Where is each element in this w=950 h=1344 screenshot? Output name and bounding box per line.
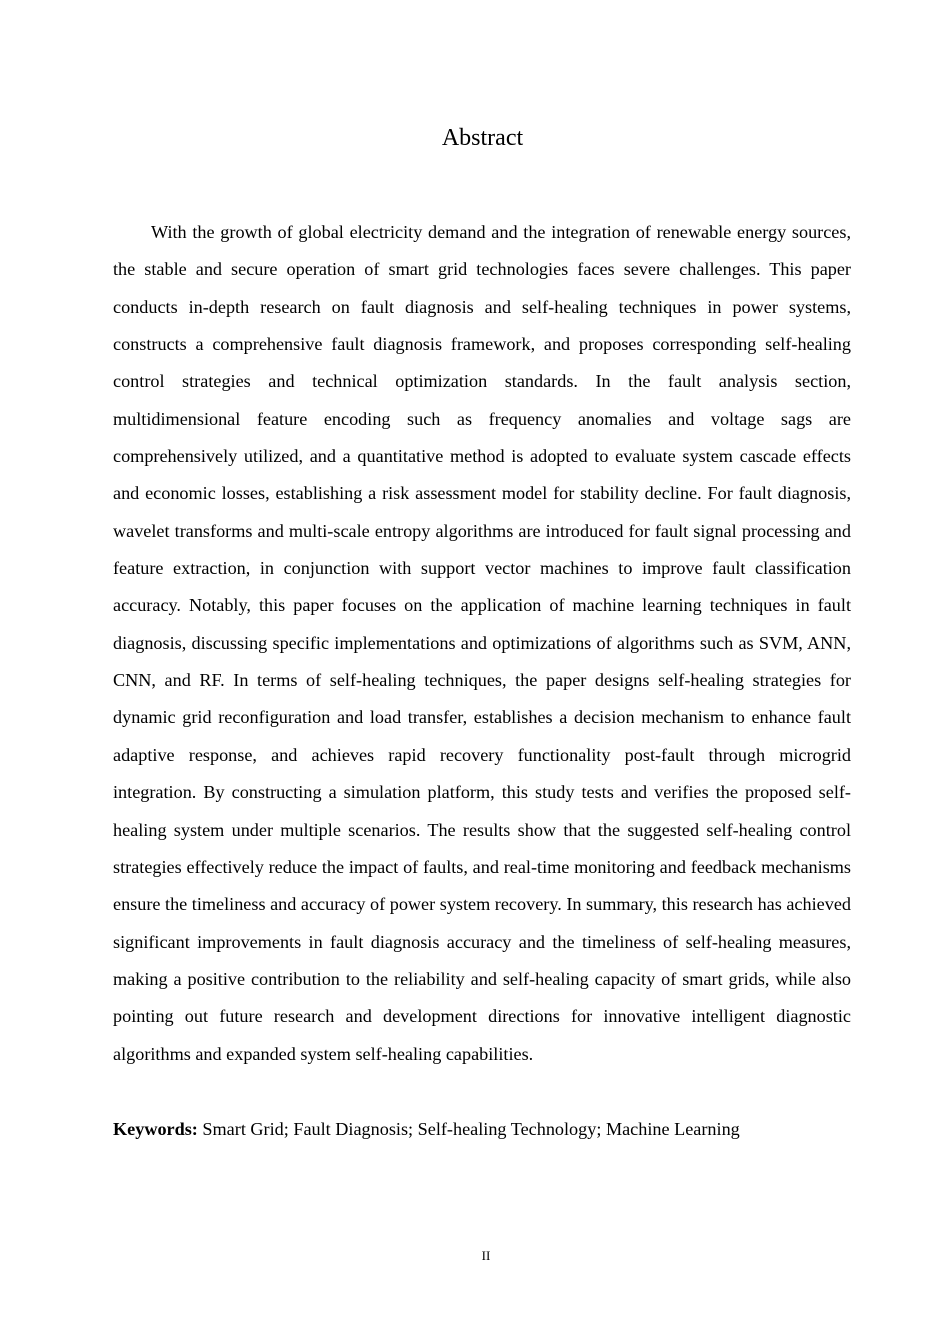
keywords-label: Keywords: — [113, 1119, 198, 1139]
page-number: II — [481, 1248, 491, 1263]
page-title: Abstract — [441, 125, 524, 151]
keywords-line — [113, 1111, 851, 1148]
abstract-body: With the growth of global electricity demand and the integration of renewable energy sources, the stable and secure operation of smart grid technologies faces severe challenges. This paper conducts in-depth research on fault diagnosis and self-healing techniques in power systems, constructs a comprehensive fault diagnosis framework, and proposes corresponding self-healing control strategies and technical optimization standards. In the fault analysis section, multidimensional feature encoding such as frequency anomalies and voltage sags are comprehensively utilized, and a quantitative method is adopted to evaluate system cascade effects and economic losses, establishing a risk assessment model for stability decline. For fault diagnosis, wavelet transforms and multi-scale entropy algorithms are introduced for fault signal processing and feature extraction, in conjunction with support vector machines to improve fault classification accuracy. Notably, this paper focuses on the application of machine learning techniques in fault diagnosis, discussing specific implementations and optimizations of algorithms such as SVM, ANN, CNN, and RF. In terms of self-healing techniques, the paper designs self-healing strategies for dynamic grid reconfiguration and load transfer, establishes a decision mechanism to enhance fault adaptive response, and achieves rapid recovery functionality post-fault through microgrid integration. By constructing a simulation platform, this study tests and verifies the proposed self-healing system under multiple scenarios. The results show that the suggested self-healing control strategies effectively reduce the impact of faults, and real-time monitoring and feedback mechanisms ensure the timeliness and accuracy of power system recovery. In summary, this research has achieved significant improvements in fault diagnosis accuracy and the timeliness of self-healing measures, making a positive contribution to the reliability and self-healing capacity of smart grids, while also pointing out future research and development directions for innovative intelligent diagnostic algorithms and expanded system self-healing capabilities. — [113, 222, 851, 1064]
keywords-list: Smart Grid; Fault Diagnosis; Self-healing Technology; Machine Learning — [197, 1119, 740, 1139]
